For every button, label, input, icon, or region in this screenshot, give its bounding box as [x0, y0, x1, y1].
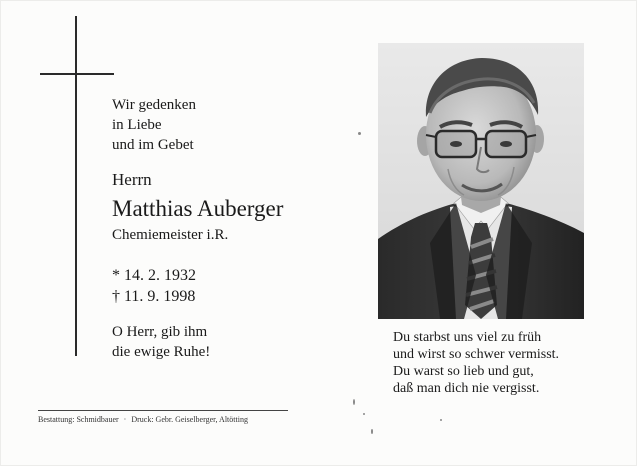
deceased-title: Chemiemeister i.R. — [112, 227, 229, 243]
intro-line: Wir gedenken — [112, 97, 196, 113]
footer-separator: · — [123, 415, 127, 424]
salutation: Herrn — [112, 170, 152, 189]
poem-line: Du warst so lieb und gut, — [393, 364, 534, 379]
portrait-photo — [378, 43, 584, 319]
footer-divider — [38, 410, 288, 411]
life-dates — [112, 265, 196, 307]
death-date: † 11. 9. 1998 — [112, 288, 196, 305]
paper-speck — [363, 413, 365, 415]
birth-date: * 14. 2. 1932 — [112, 267, 196, 284]
printer: Druck: Gebr. Geiselberger, Altötting — [131, 415, 248, 424]
prayer-line: die ewige Ruhe! — [112, 344, 211, 360]
intro-text — [112, 95, 196, 155]
poem-line: daß man dich nie vergisst. — [393, 381, 540, 396]
cross-horizontal-bar — [40, 73, 114, 75]
paper-speck — [358, 132, 361, 135]
cross-vertical-bar — [75, 16, 77, 356]
memorial-poem — [393, 329, 559, 397]
funeral-home: Bestattung: Schmidbauer — [38, 415, 119, 424]
intro-line: und im Gebet — [112, 137, 194, 153]
footer-credits — [38, 414, 248, 425]
intro-line: in Liebe — [112, 117, 162, 133]
deceased-name: Matthias Auberger — [112, 196, 284, 221]
prayer-line: O Herr, gib ihm — [112, 324, 208, 340]
paper-speck — [440, 419, 442, 421]
poem-line: Du starbst uns viel zu früh — [393, 330, 542, 345]
poem-line: und wirst so schwer vermisst. — [393, 347, 560, 362]
paper-speck — [353, 399, 355, 405]
paper-speck — [371, 429, 373, 434]
prayer-text — [112, 322, 210, 362]
